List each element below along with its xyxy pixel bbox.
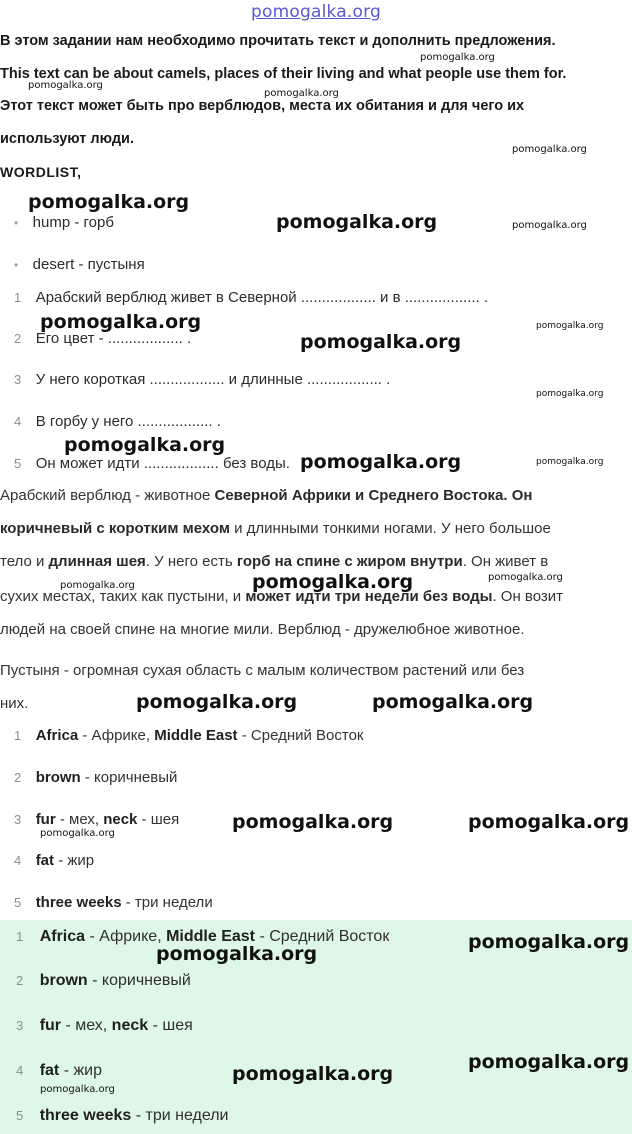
- watermark: pomogalka.org: [264, 88, 339, 99]
- watermark: pomogalka.org: [300, 451, 462, 473]
- answer-item: [14, 852, 94, 870]
- wordlist-item-text: hump - горб: [32, 214, 114, 231]
- passage-line-4: сухих местах, таких как пустыни, и может идти три недели без воды. Он возит: [0, 588, 563, 605]
- watermark: pomogalka.org: [468, 931, 630, 953]
- watermark: pomogalka.org: [28, 191, 190, 213]
- answer-item: [14, 727, 364, 745]
- answer-item-highlighted: [16, 1107, 228, 1125]
- watermark: pomogalka.org: [276, 211, 438, 233]
- answer-text: brown - коричневый: [39, 972, 191, 989]
- answer-text: fur - мех, neck - шея: [39, 1017, 193, 1034]
- question-number: 2: [14, 331, 22, 346]
- watermark: pomogalka.org: [40, 311, 202, 333]
- wordlist-item-text: desert - пустыня: [32, 256, 145, 273]
- passage-desert-line-2: них.: [0, 695, 29, 712]
- watermark: pomogalka.org: [420, 52, 495, 63]
- answer-text: fat - жир: [35, 852, 95, 869]
- question-number: 5: [14, 456, 22, 471]
- watermark: pomogalka.org: [512, 144, 587, 155]
- answer-text: Africa - Африке, Middle East - Средний Восток: [35, 727, 364, 744]
- bullet-icon: •: [14, 258, 19, 272]
- watermark: pomogalka.org: [60, 580, 135, 591]
- watermark: pomogalka.org: [512, 220, 587, 231]
- passage-line-1: Арабский верблюд - животное Северной Африки и Среднего Востока. Он: [0, 487, 533, 504]
- answer-item-highlighted: [16, 1062, 102, 1080]
- watermark: pomogalka.org: [28, 80, 103, 91]
- answer-item: [14, 769, 177, 787]
- watermark: pomogalka.org: [536, 321, 604, 331]
- site-header-link[interactable]: pomogalka.org: [251, 2, 381, 22]
- answer-number: 2: [16, 973, 24, 988]
- watermark: pomogalka.org: [252, 571, 414, 593]
- question-item: [14, 413, 221, 431]
- question-text: Он может идти .................. без воды.: [35, 455, 290, 472]
- question-text: В горбу у него .................. .: [35, 413, 221, 430]
- answer-number: 4: [16, 1063, 24, 1078]
- answer-text: Africa - Африке, Middle East - Средний Восток: [39, 928, 390, 945]
- watermark: pomogalka.org: [40, 828, 115, 839]
- watermark: pomogalka.org: [468, 811, 630, 833]
- question-number: 3: [14, 372, 22, 387]
- answer-number: 5: [16, 1108, 24, 1123]
- answer-item-highlighted: [16, 972, 191, 990]
- wordlist-item: [14, 214, 114, 232]
- question-item: [14, 289, 488, 307]
- wordlist-title: WORDLIST,: [0, 164, 82, 180]
- wordlist-item: [14, 256, 145, 274]
- passage-line-5: людей на своей спине на многие мили. Верблюд - дружелюбное животное.: [0, 621, 525, 638]
- watermark: pomogalka.org: [136, 691, 298, 713]
- answer-text: three weeks - три недели: [39, 1107, 229, 1124]
- answer-number: 1: [16, 929, 24, 944]
- watermark: pomogalka.org: [40, 1084, 115, 1095]
- answer-item-highlighted: [16, 1017, 193, 1035]
- intro-line-2: This text can be about camels, places of their living and what people use them for.: [0, 66, 567, 82]
- intro-line-4: используют люди.: [0, 131, 134, 147]
- watermark: pomogalka.org: [372, 691, 534, 713]
- passage-line-2: коричневый с коротким мехом и длинными тонкими ногами. У него большое: [0, 520, 551, 537]
- watermark: pomogalka.org: [156, 943, 318, 965]
- watermark: pomogalka.org: [300, 331, 462, 353]
- watermark: pomogalka.org: [536, 389, 604, 399]
- answer-item: [14, 894, 213, 912]
- answer-number: 1: [14, 728, 22, 743]
- answer-text: brown - коричневый: [35, 769, 178, 786]
- watermark: pomogalka.org: [488, 572, 563, 583]
- answer-number: 3: [16, 1018, 24, 1033]
- watermark: pomogalka.org: [536, 457, 604, 467]
- question-text: Его цвет - .................. .: [35, 330, 192, 347]
- watermark: pomogalka.org: [64, 434, 226, 456]
- question-number: 1: [14, 290, 22, 305]
- intro-line-1: В этом задании нам необходимо прочитать текст и дополнить предложения.: [0, 33, 556, 49]
- answer-text: fat - жир: [39, 1062, 103, 1079]
- question-number: 4: [14, 414, 22, 429]
- watermark: pomogalka.org: [232, 1063, 394, 1085]
- answer-item: [14, 811, 179, 829]
- answer-text: three weeks - три недели: [35, 894, 213, 911]
- question-text: Арабский верблюд живет в Северной .................. и в .................. .: [35, 289, 489, 306]
- answer-number: 3: [14, 812, 22, 827]
- answer-number: 5: [14, 895, 22, 910]
- passage-desert-line-1: Пустыня - огромная сухая область с малым количеством растений или без: [0, 662, 525, 679]
- intro-line-3: Этот текст может быть про верблюдов, места их обитания и для чего их: [0, 98, 525, 114]
- question-text: У него короткая .................. и длинные .................. .: [35, 371, 391, 388]
- question-item: [14, 455, 290, 473]
- answer-text: fur - мех, neck - шея: [35, 811, 180, 828]
- passage-line-3: тело и длинная шея. У него есть горб на спине с жиром внутри. Он живет в: [0, 553, 549, 570]
- watermark: pomogalka.org: [232, 811, 394, 833]
- answer-number: 4: [14, 853, 22, 868]
- answer-number: 2: [14, 770, 22, 785]
- question-item: [14, 371, 390, 389]
- watermark: pomogalka.org: [468, 1051, 630, 1073]
- bullet-icon: •: [14, 216, 19, 230]
